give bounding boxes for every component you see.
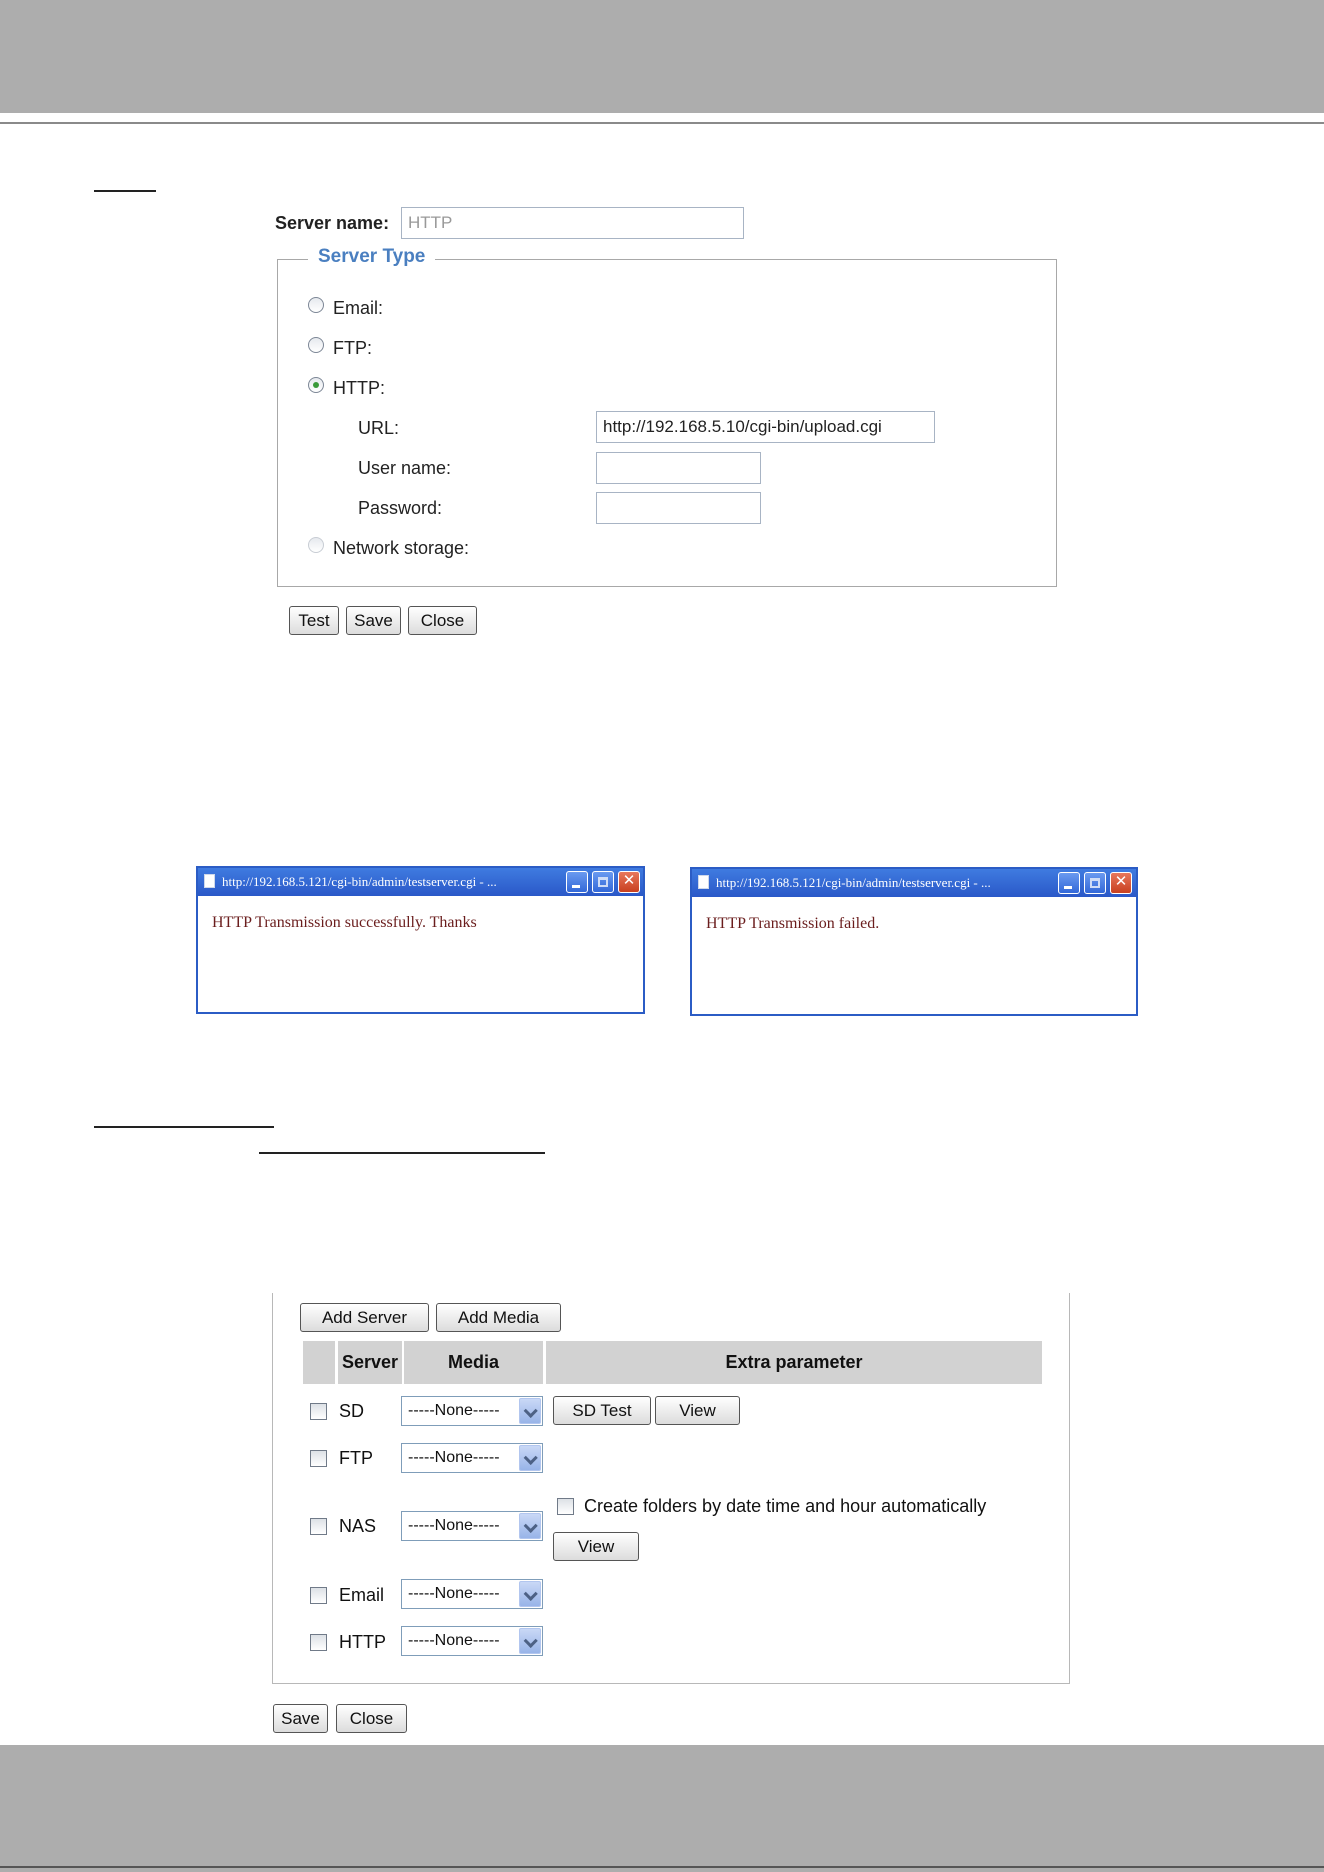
footer-rule xyxy=(0,1866,1324,1868)
server-type-group xyxy=(277,246,1057,587)
row-sd-server: SD xyxy=(339,1401,365,1421)
header-blank-cell xyxy=(303,1341,335,1384)
chevron-down-icon xyxy=(519,1445,541,1471)
row-ftp-checkbox[interactable] xyxy=(310,1450,327,1467)
popup-success-window xyxy=(196,866,645,1014)
server-settings-panel xyxy=(275,200,1065,650)
row-nas-checkbox[interactable] xyxy=(310,1518,327,1535)
server-name-input[interactable]: HTTP xyxy=(401,207,744,239)
radio-http[interactable] xyxy=(308,377,324,393)
row-email-media-value: -----None----- xyxy=(408,1585,500,1602)
sd-test-button[interactable]: SD Test xyxy=(553,1396,651,1425)
username-label: User name: xyxy=(358,458,452,478)
media-server-panel xyxy=(272,1293,1070,1684)
close-icon[interactable]: ✕ xyxy=(618,871,640,893)
minimize-icon[interactable] xyxy=(566,871,588,893)
row-sd-checkbox[interactable] xyxy=(310,1403,327,1420)
section-underline-1 xyxy=(94,1126,274,1128)
radio-email[interactable] xyxy=(308,297,324,313)
row-email-checkbox[interactable] xyxy=(310,1587,327,1604)
row-http-checkbox[interactable] xyxy=(310,1634,327,1651)
row-ftp-server: FTP xyxy=(339,1448,373,1468)
chevron-down-icon xyxy=(519,1628,541,1654)
close-button[interactable]: Close xyxy=(408,606,477,635)
row-ftp-media-select[interactable] xyxy=(401,1443,543,1473)
row-ftp-media-value: -----None----- xyxy=(408,1449,500,1466)
row-sd-media-select[interactable] xyxy=(401,1396,543,1426)
row-sd-media-value: -----None----- xyxy=(408,1402,500,1419)
minimize-icon[interactable] xyxy=(1058,872,1080,894)
chevron-down-icon xyxy=(519,1398,541,1424)
media-close-button[interactable]: Close xyxy=(336,1704,407,1733)
chevron-down-icon xyxy=(519,1513,541,1539)
row-email-media-select[interactable] xyxy=(401,1579,543,1609)
row-nas-media-value: -----None----- xyxy=(408,1517,500,1534)
media-save-button[interactable]: Save xyxy=(273,1704,328,1733)
section-underline-2 xyxy=(259,1152,545,1154)
add-server-button[interactable]: Add Server xyxy=(300,1303,429,1332)
maximize-icon[interactable] xyxy=(592,871,614,893)
popup-failed-titlebar[interactable] xyxy=(692,869,1136,897)
popup-success-message: HTTP Transmission successfully. Thanks xyxy=(212,914,477,931)
radio-email-label: Email: xyxy=(333,298,384,318)
url-input[interactable]: http://192.168.5.10/cgi-bin/upload.cgi xyxy=(596,411,935,443)
radio-http-label: HTTP: xyxy=(333,378,385,398)
header-band xyxy=(0,0,1324,113)
radio-network-storage-label: Network storage: xyxy=(333,538,470,558)
popup-failed-message: HTTP Transmission failed. xyxy=(706,915,880,932)
nas-view-button[interactable]: View xyxy=(553,1532,639,1561)
heading-underline xyxy=(94,190,156,192)
page-icon xyxy=(698,875,709,889)
sd-view-button[interactable]: View xyxy=(655,1396,740,1425)
column-server: Server xyxy=(341,1352,399,1372)
server-name-label: Server name: xyxy=(275,213,390,233)
radio-ftp[interactable] xyxy=(308,337,324,353)
row-http-media-select[interactable] xyxy=(401,1626,543,1656)
row-http-server: HTTP xyxy=(339,1632,386,1652)
popup-failed-window xyxy=(690,867,1138,1016)
create-folders-label: Create folders by date time and hour automatically xyxy=(584,1496,987,1516)
radio-network-storage[interactable] xyxy=(308,537,324,553)
test-button[interactable]: Test xyxy=(289,606,339,635)
close-icon[interactable]: ✕ xyxy=(1110,872,1132,894)
page-icon xyxy=(204,874,215,888)
row-http-media-value: -----None----- xyxy=(408,1632,500,1649)
popup-success-titlebar[interactable] xyxy=(198,868,643,896)
row-email-server: Email xyxy=(339,1585,385,1605)
column-media: Media xyxy=(447,1352,499,1372)
create-folders-checkbox[interactable] xyxy=(557,1498,574,1515)
password-label: Password: xyxy=(358,498,443,518)
popup-success-title: http://192.168.5.121/cgi-bin/admin/testserver.cgi - ... xyxy=(222,874,497,889)
chevron-down-icon xyxy=(519,1581,541,1607)
row-nas-media-select[interactable] xyxy=(401,1511,543,1541)
radio-ftp-label: FTP: xyxy=(333,338,372,358)
column-extra-parameter: Extra parameter xyxy=(725,1352,863,1372)
username-input[interactable] xyxy=(596,452,761,484)
header-rule xyxy=(0,122,1324,124)
radio-http-selected-dot xyxy=(313,382,319,388)
row-nas-server: NAS xyxy=(339,1516,377,1536)
add-media-button[interactable]: Add Media xyxy=(436,1303,561,1332)
url-label: URL: xyxy=(358,418,400,438)
footer-band xyxy=(0,1745,1324,1872)
maximize-icon[interactable] xyxy=(1084,872,1106,894)
popup-failed-title: http://192.168.5.121/cgi-bin/admin/testserver.cgi - ... xyxy=(716,875,991,890)
password-input[interactable] xyxy=(596,492,761,524)
save-button[interactable]: Save xyxy=(346,606,401,635)
server-type-legend: Server Type xyxy=(308,246,435,268)
